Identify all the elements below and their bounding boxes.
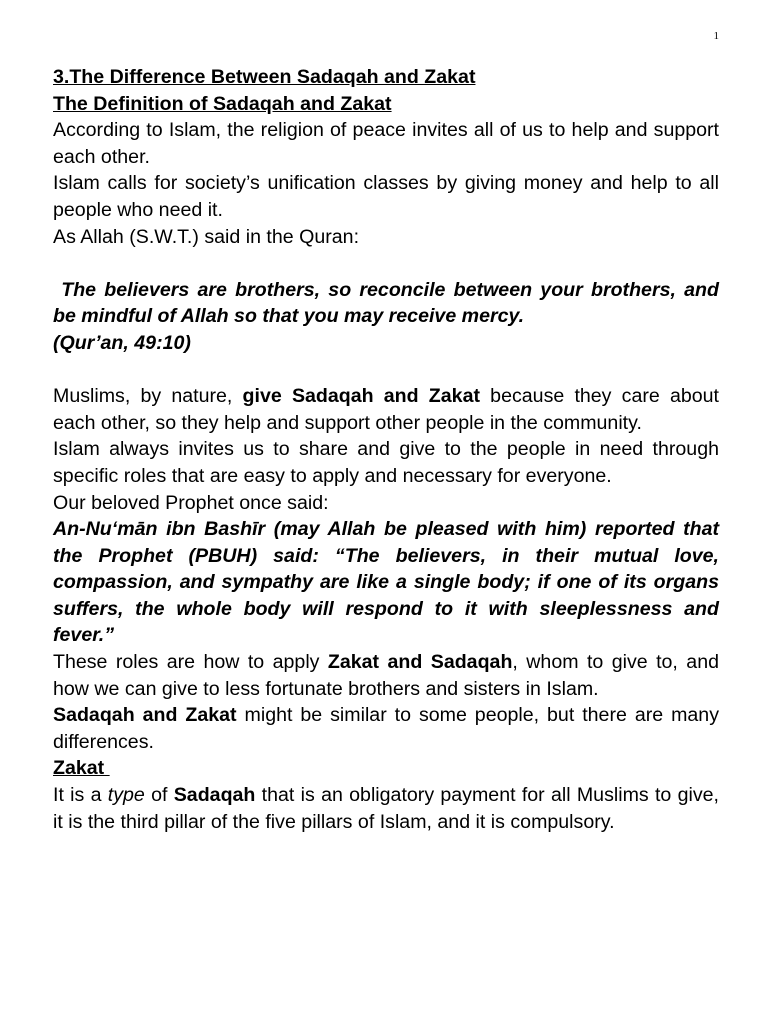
paragraph-differences (53, 702, 719, 755)
text-run: because they care about each other, so they help and support other people in the community. (53, 385, 719, 434)
quran-reference: (Qur’an, 49:10) (53, 331, 191, 354)
text-run: that is an obligatory payment for all Muslims to give, it is the third pillar of the five pillars of Islam, and it is compulsory. (53, 784, 719, 833)
text-run: of (144, 784, 174, 807)
hadith-quote: An-Nu‘mān ibn Bashīr (may Allah be pleased with him) reported that the Prophet (PBUH) said: “The believers, in their mutual love, compassion, and sympathy are like a single body; if one of its organs suffers, the whole body will respond to it with sleeplessness and fever.” (53, 518, 719, 647)
bold-phrase: Zakat and Sadaqah (327, 651, 513, 674)
text-run: These roles are how to apply (53, 651, 328, 674)
paragraph-quran-intro: As Allah (S.W.T.) said in the Quran: (53, 225, 360, 248)
text-run: might be similar to some people, but there are many differences. (53, 704, 719, 753)
paragraph-muslims-by-nature (53, 383, 719, 436)
text-run: It is a (53, 784, 108, 807)
text-run: , whom to give to, and how we can give to less fortunate brothers and sisters in Islam. (53, 651, 719, 700)
document-body (53, 64, 725, 835)
page-number: 1 (713, 30, 719, 42)
paragraph-invites-share: Islam always invites us to share and give to the people in need through specific roles that are easy to apply and necessary for everyone. (53, 438, 719, 487)
spacer (53, 250, 719, 277)
bold-phrase: give Sadaqah and Zakat (242, 385, 480, 408)
document-title: 3.The Difference Between Sadaqah and Zakat (53, 66, 476, 88)
section-heading-zakat: Zakat (53, 757, 110, 780)
paragraph-intro: According to Islam, the religion of peace invites all of us to help and support each other. (53, 119, 719, 168)
spacer (53, 357, 719, 384)
paragraph-unification: Islam calls for society’s unification classes by giving money and help to all people who need it. (53, 172, 719, 221)
bold-phrase: Sadaqah and Zakat (53, 704, 237, 727)
paragraph-zakat-definition (53, 782, 719, 835)
paragraph-roles (53, 649, 719, 702)
paragraph-prophet-said: Our beloved Prophet once said: (53, 491, 329, 514)
bold-phrase: Sadaqah (173, 784, 256, 807)
section-heading-definition: The Definition of Sadaqah and Zakat (53, 92, 392, 115)
text-run: Muslims, by nature, (53, 385, 243, 408)
italic-word: type (107, 784, 145, 807)
quran-quote: The believers are brothers, so reconcile between your brothers, and be mindful of Allah so that you may receive mercy. (53, 278, 725, 328)
